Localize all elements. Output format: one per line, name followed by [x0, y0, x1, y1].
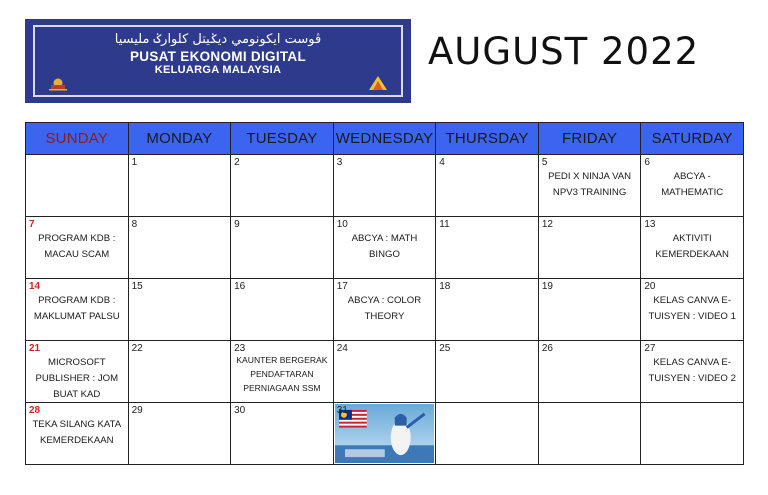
- day-number: 19: [541, 281, 553, 292]
- day-number: 5: [541, 157, 548, 168]
- calendar-day-cell[interactable]: [26, 217, 129, 279]
- calendar-day-cell[interactable]: [641, 155, 744, 217]
- calendar-day-cell[interactable]: [26, 341, 129, 403]
- calendar-day-cell[interactable]: [538, 217, 641, 279]
- calendar-day-cell[interactable]: [26, 155, 129, 217]
- day-number: 7: [29, 219, 35, 230]
- event-label: ABCYA : COLOR THEORY: [347, 295, 422, 322]
- event-label: KELAS CANVA E-TUISYEN : VIDEO 1: [648, 295, 736, 322]
- calendar-day-cell[interactable]: [641, 217, 744, 279]
- calendar-day-cell[interactable]: [231, 279, 334, 341]
- day-number: 16: [234, 281, 246, 292]
- weekday-header: SATURDAY: [641, 123, 744, 155]
- merdeka-illustration-icon: [335, 404, 435, 463]
- calendar-day-cell[interactable]: [436, 217, 539, 279]
- event-label: MICROSOFT PUBLISHER : JOM BUAT KAD: [35, 357, 119, 400]
- calendar-week-row: [26, 279, 744, 341]
- banner-title: PUSAT EKONOMI DIGITAL: [129, 49, 307, 64]
- day-number: 27: [644, 343, 656, 354]
- calendar-day-cell[interactable]: [538, 279, 641, 341]
- calendar-day-cell[interactable]: [128, 155, 231, 217]
- day-number: 29: [131, 405, 143, 416]
- event-label: TEKA SILANG KATA KEMERDEKAAN: [32, 419, 122, 446]
- calendar-day-cell[interactable]: [333, 403, 436, 465]
- calendar-day-cell[interactable]: [436, 403, 539, 465]
- banner-arabic-text: ڤوست ايكونومي ديݢيتل كلوارݢ مليسيا: [114, 32, 322, 47]
- weekday-header: FRIDAY: [538, 123, 641, 155]
- day-number: 1: [131, 157, 138, 168]
- event-label: PROGRAM KDB : MACAU SCAM: [38, 233, 116, 260]
- calendar-day-cell[interactable]: [333, 341, 436, 403]
- event-label: AKTIVITI KEMERDEKAAN: [655, 233, 729, 260]
- calendar-day-cell[interactable]: [231, 403, 334, 465]
- calendar-day-cell[interactable]: [333, 217, 436, 279]
- calendar-day-cell[interactable]: [231, 217, 334, 279]
- calendar-day-cell[interactable]: [333, 279, 436, 341]
- calendar-week-row: [26, 155, 744, 217]
- day-number: 8: [131, 219, 138, 230]
- day-number: 20: [644, 281, 656, 292]
- event-label: PROGRAM KDB : MAKLUMAT PALSU: [33, 295, 120, 322]
- calendar-day-cell[interactable]: [231, 341, 334, 403]
- day-number: 14: [29, 281, 41, 292]
- day-number: 6: [644, 157, 650, 168]
- calendar-day-cell[interactable]: [231, 155, 334, 217]
- calendar-day-cell[interactable]: [538, 341, 641, 403]
- day-number: 2: [234, 157, 240, 168]
- calendar-day-cell[interactable]: [333, 155, 436, 217]
- day-number: 13: [644, 219, 656, 230]
- day-number: 18: [439, 281, 451, 292]
- malaysia-crest-icon: [47, 77, 69, 91]
- calendar-day-cell[interactable]: [128, 217, 231, 279]
- calendar-week-row: [26, 217, 744, 279]
- calendar-day-cell[interactable]: [26, 403, 129, 465]
- day-number: 30: [234, 405, 246, 416]
- day-number: 17: [336, 281, 348, 292]
- event-label: PEDI X NINJA VAN NPV3 TRAINING: [548, 171, 632, 198]
- event-label: KAUNTER BERGERAK PENDAFTARAN PERNIAGAAN SSM: [236, 355, 328, 393]
- day-number: 21: [29, 343, 41, 354]
- calendar-day-cell[interactable]: [641, 341, 744, 403]
- weekday-header: WEDNESDAY: [333, 123, 436, 155]
- event-label: ABCYA - MATHEMATIC: [661, 171, 724, 198]
- calendar-day-cell[interactable]: [538, 403, 641, 465]
- calendar-day-cell[interactable]: [128, 341, 231, 403]
- day-number: 10: [336, 219, 348, 230]
- event-label: KELAS CANVA E-TUISYEN : VIDEO 2: [648, 357, 736, 384]
- weekday-header: TUESDAY: [231, 123, 334, 155]
- calendar-week-row: [26, 403, 744, 465]
- calendar-day-cell[interactable]: [641, 403, 744, 465]
- calendar-day-cell[interactable]: [436, 341, 539, 403]
- day-number: 26: [541, 343, 553, 354]
- calendar-day-cell[interactable]: [26, 279, 129, 341]
- calendar-day-cell[interactable]: [128, 403, 231, 465]
- day-number: 22: [131, 343, 143, 354]
- calendar-day-cell[interactable]: [128, 279, 231, 341]
- day-number: 23: [234, 343, 246, 354]
- day-number: 15: [131, 281, 143, 292]
- day-number: 4: [439, 157, 445, 168]
- month-title: AUGUST 2022: [428, 30, 700, 73]
- calendar-day-cell[interactable]: [538, 155, 641, 217]
- banner-subtitle: KELUARGA MALAYSIA: [154, 64, 282, 76]
- weekday-header: THURSDAY: [436, 123, 539, 155]
- day-number: 12: [541, 219, 553, 230]
- day-number: 28: [29, 405, 41, 416]
- day-number: 25: [439, 343, 451, 354]
- calendar-day-cell[interactable]: [436, 279, 539, 341]
- pedi-logo-icon: [369, 76, 387, 90]
- weekday-header: MONDAY: [128, 123, 231, 155]
- weekday-header: SUNDAY: [26, 123, 129, 155]
- calendar-grid: [25, 122, 744, 465]
- day-number: 24: [336, 343, 348, 354]
- day-number: 11: [439, 219, 450, 230]
- calendar-day-cell[interactable]: [436, 155, 539, 217]
- event-label: ABCYA : MATH BINGO: [351, 233, 418, 260]
- calendar-week-row: [26, 341, 744, 403]
- banner-frame: [33, 25, 403, 97]
- calendar-day-cell[interactable]: [641, 279, 744, 341]
- day-number: 3: [336, 157, 343, 168]
- organization-banner: [25, 19, 411, 103]
- weekday-header-row: [26, 123, 744, 155]
- day-number: 9: [234, 219, 240, 230]
- day-number: 31: [336, 405, 348, 416]
